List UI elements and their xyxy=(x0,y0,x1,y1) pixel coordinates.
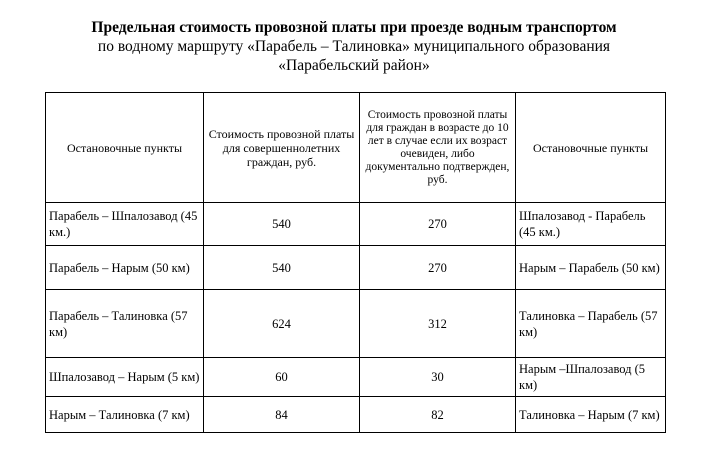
title-line-2: по водному маршруту «Парабель – Талиновка» муниципального образования xyxy=(97,38,611,55)
fare-table xyxy=(45,92,666,433)
table-header-row xyxy=(46,93,666,203)
reverse-route-cell: Талиновка – Нарым (7 км) xyxy=(516,397,666,433)
adult-fare-cell: 60 xyxy=(204,358,360,397)
child-fare-cell: 30 xyxy=(360,358,516,397)
table-row xyxy=(46,246,666,290)
table-row xyxy=(46,358,666,397)
table-row xyxy=(46,290,666,358)
reverse-route-cell: Нарым – Парабель (50 км) xyxy=(516,246,666,290)
route-cell: Парабель – Нарым (50 км) xyxy=(46,246,204,290)
child-fare-cell: 82 xyxy=(360,397,516,433)
adult-fare-cell: 624 xyxy=(204,290,360,358)
header-child-fare: Стоимость провозной платы для граждан в возрасте до 10 лет в случае если их возраст очевиден, либо документально подтвержден, руб. xyxy=(360,93,516,203)
route-cell: Нарым – Талиновка (7 км) xyxy=(46,397,204,433)
route-cell: Шпалозавод – Нарым (5 км) xyxy=(46,358,204,397)
reverse-route-cell: Талиновка – Парабель (57 км) xyxy=(516,290,666,358)
adult-fare-cell: 84 xyxy=(204,397,360,433)
adult-fare-cell: 540 xyxy=(204,246,360,290)
route-cell: Парабель – Шпалозавод (45 км.) xyxy=(46,203,204,246)
header-stops-right: Остановочные пункты xyxy=(516,93,666,203)
reverse-route-cell: Шпалозавод - Парабель (45 км.) xyxy=(516,203,666,246)
table-row xyxy=(46,203,666,246)
reverse-route-cell: Нарым –Шпалозавод (5 км) xyxy=(516,358,666,397)
header-adult-fare: Стоимость провозной платы для совершеннолетних граждан, руб. xyxy=(204,93,360,203)
title-line-3: «Парабельский район» xyxy=(278,57,430,74)
child-fare-cell: 270 xyxy=(360,246,516,290)
table-row xyxy=(46,397,666,433)
adult-fare-cell: 540 xyxy=(204,203,360,246)
child-fare-cell: 312 xyxy=(360,290,516,358)
header-stops-left: Остановочные пункты xyxy=(46,93,204,203)
child-fare-cell: 270 xyxy=(360,203,516,246)
route-cell: Парабель – Талиновка (57 км) xyxy=(46,290,204,358)
title-line-1: Предельная стоимость провозной платы при проезде водным транспортом xyxy=(91,19,617,36)
document-title xyxy=(0,18,708,75)
